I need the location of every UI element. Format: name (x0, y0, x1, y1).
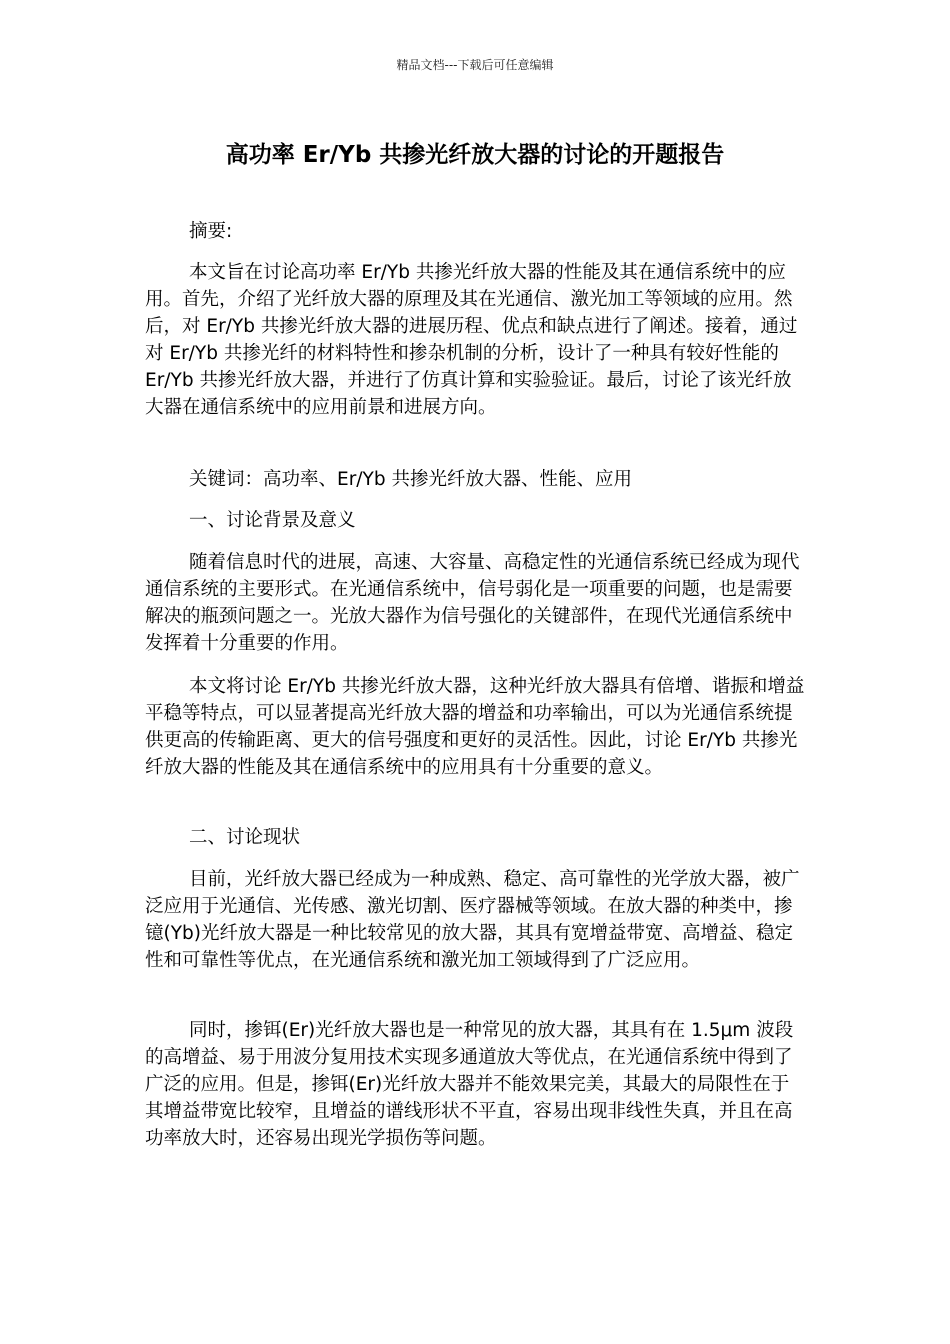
section-heading-background: 一、讨论背景及意义 (189, 510, 356, 531)
section-heading-status: 二、讨论现状 (189, 827, 301, 848)
abstract-heading: 摘要: (189, 221, 233, 242)
background-paragraph-1: 随着信息时代的进展，高速、大容量、高稳定性的光通信系统已经成为现代通信系统的主要形式。在光通信系统中，信号弱化是一项重要的问题，也是需要解决的瓶颈问题之一。光放大器作为信号强化的关键部件，在现代光通信系统中发挥着十分重要的作用。 (145, 552, 800, 654)
document-title: 高功率 Er/Yb 共掺光纤放大器的讨论的开题报告 (225, 142, 725, 168)
abstract-paragraph: 本文旨在讨论高功率 Er/Yb 共掺光纤放大器的性能及其在通信系统中的应用。首先，介绍了光纤放大器的原理及其在光通信、激光加工等领域的应用。然后，对 Er/Yb 共掺光纤放大器的进展历程、优点和缺点进行了阐述。接着，通过对 Er/Yb 共掺光纤的材料特性和掺杂机制的分析，设计了一种具有较好性能的 Er/Yb 共掺光纤放大器，并进行了仿真计算和实验验证。最后，讨论了该光纤放大器在通信系统中的应用前景和进展方向。 (145, 262, 798, 418)
status-paragraph-2: 同时，掺铒(Er)光纤放大器也是一种常见的放大器，其具有在 1.5μm 波段的高增益、易于用波分复用技术实现多通道放大等优点，在光通信系统中得到了广泛的应用。但是，掺铒(Er)光纤放大器并不能效果完美，其最大的局限性在于其增益带宽比较窄，且增益的谱线形状不平直，容易出现非线性失真，并且在高功率放大时，还容易出现光学损伤等问题。 (145, 1020, 794, 1149)
keywords-line: 关键词：高功率、Er/Yb 共掺光纤放大器、性能、应用 (189, 469, 632, 490)
status-paragraph-1: 目前，光纤放大器已经成为一种成熟、稳定、高可靠性的光学放大器，被广泛应用于光通信、光传感、激光切割、医疗器械等领域。在放大器的种类中，掺镱(Yb)光纤放大器是一种比较常见的放大器，其具有宽增益带宽、高增益、稳定性和可靠性等优点，在光通信系统和激光加工领域得到了广泛应用。 (145, 869, 800, 971)
page-header: 精品文档---下载后可任意编辑 (396, 58, 554, 72)
background-paragraph-2: 本文将讨论 Er/Yb 共掺光纤放大器，这种光纤放大器具有倍增、谐振和增益平稳等特点，可以显著提高光纤放大器的增益和功率输出，可以为光通信系统提供更高的传输距离、更大的信号强度和更好的灵活性。因此，讨论 Er/Yb 共掺光纤放大器的性能及其在通信系统中的应用具有十分重要的意义。 (145, 676, 805, 778)
